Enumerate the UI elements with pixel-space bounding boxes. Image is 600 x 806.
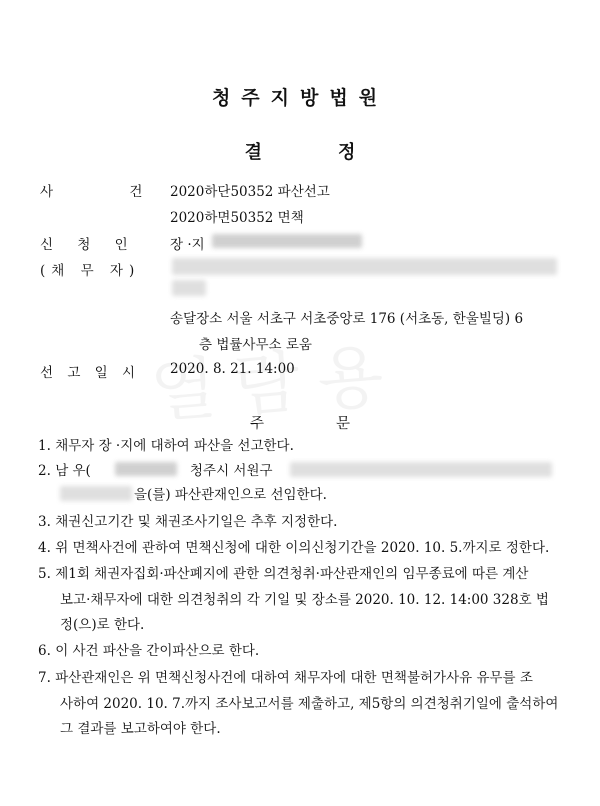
order-item-1 — [38, 436, 294, 456]
order-text: 위 면책사건에 관하여 면책신청에 대한 이의신청기간을 2020. 10. 5.까지로 정한다. — [55, 540, 550, 556]
address-line-1: 송달장소 서울 서초구 서초중앙로 176 (서초동, 한울빌딩) 6 — [170, 311, 524, 327]
order-text: 제1회 채권자집회·파산폐지에 관한 의견청취·파산관재인의 임무종료에 따른 계산 — [55, 566, 529, 582]
order-item-3 — [38, 512, 337, 532]
order-text: 사하여 2020. 10. 7.까지 조사보고서를 제출하고, 제5항의 의견청취기일에 출석하여 — [60, 696, 559, 712]
document-kind — [0, 138, 600, 164]
order-heading-char-1: 주 — [249, 416, 264, 432]
address-line-2: 층 법률사무소 로움 — [199, 337, 312, 353]
order-text: 그 결과를 보고하여야 한다. — [60, 721, 221, 737]
order-text: 채권신고기간 및 채권조사기일은 추후 지정한다. — [55, 514, 338, 530]
order-text: 을(를) 파산관재인으로 선임한다. — [134, 487, 327, 503]
order-text: 청주시 서원구 — [190, 463, 273, 479]
order-heading — [0, 412, 600, 433]
redaction-block — [115, 462, 177, 476]
order-number: 3. — [38, 514, 51, 530]
redaction-block — [60, 486, 132, 501]
order-heading-char-2: 문 — [336, 416, 351, 432]
order-text: 채무자 장 ·지에 대하여 파산을 선고한다. — [55, 438, 294, 454]
order-number: 1. — [38, 438, 51, 454]
redaction-block — [290, 462, 552, 477]
order-text: 이 사건 파산을 간이파산으로 한다. — [55, 643, 260, 659]
order-text: 보고·채무자에 대한 의견청취의 각 기일 및 장소를 2020. 10. 12. 14:00 328호 법 — [60, 592, 549, 608]
declared-datetime: 2020. 8. 21. 14:00 — [170, 361, 295, 377]
redaction-block — [172, 258, 557, 275]
document-kind-char-1: 결 — [244, 142, 262, 163]
applicant-label: 신 청 인 — [40, 237, 138, 253]
order-item-7 — [38, 668, 533, 688]
order-number: 2. — [38, 463, 51, 479]
debtor-label: (채 무 자) — [40, 263, 141, 279]
case-line-2: 2020하면50352 면책 — [170, 210, 304, 226]
order-item-2 — [38, 461, 91, 481]
redaction-block — [172, 280, 206, 296]
order-number: 6. — [38, 643, 51, 659]
court-title: 청주지방법원 — [211, 87, 389, 109]
case-label: 사 건 — [40, 184, 179, 200]
case-line-1: 2020하단50352 파산선고 — [170, 184, 330, 200]
order-item-6 — [38, 641, 259, 661]
order-number: 4. — [38, 540, 51, 556]
applicant-name: 장 ·지 — [170, 237, 205, 253]
order-text: 파산관재인은 위 면책신청사건에 대하여 채무자에 대한 면책불허가사유 유무를 조 — [55, 670, 533, 686]
redaction-block — [212, 234, 362, 248]
order-text: 정(으)로 한다. — [60, 617, 145, 633]
order-number: 7. — [38, 670, 51, 686]
declared-label: 선 고 일 시 — [40, 365, 141, 381]
order-text: 남 우( — [55, 463, 91, 479]
order-item-5 — [38, 564, 528, 584]
order-item-4 — [38, 538, 549, 558]
document-kind-char-2: 정 — [338, 142, 356, 163]
order-number: 5. — [38, 566, 51, 582]
